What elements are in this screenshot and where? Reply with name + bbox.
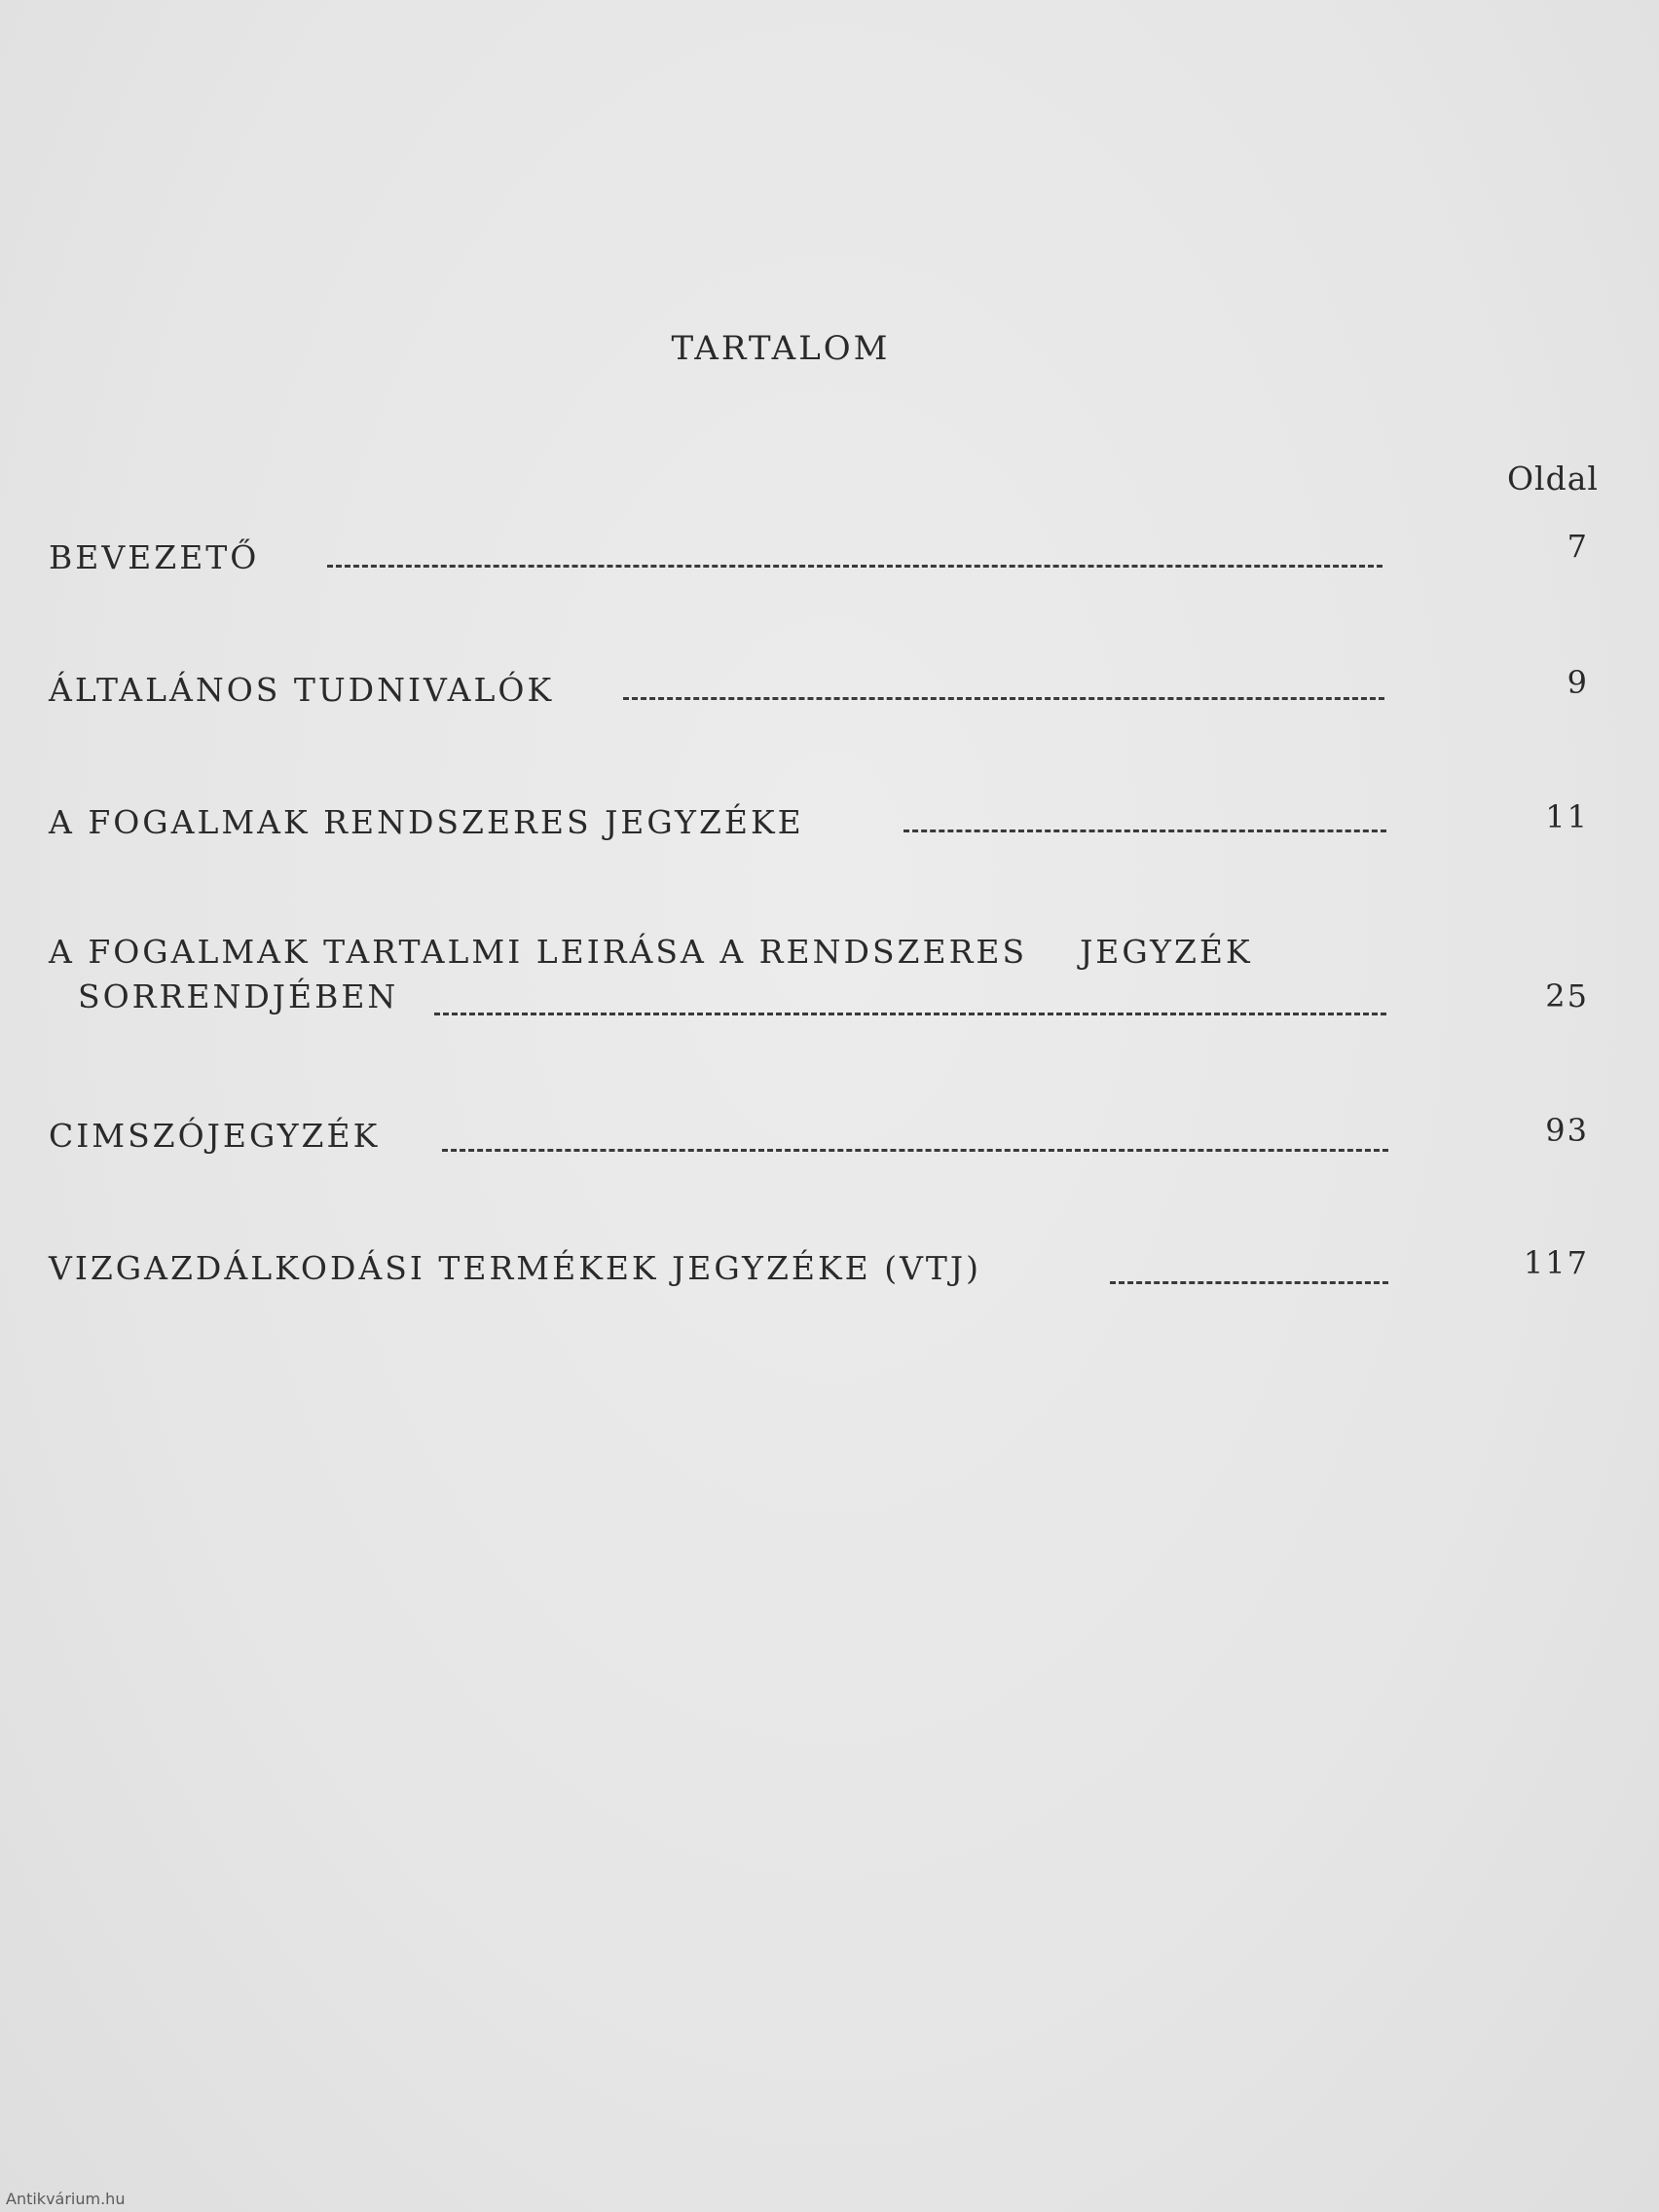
dot-leader [623, 697, 1384, 700]
toc-entry-page: 9 [1567, 664, 1589, 701]
watermark-text: Antikvárium.hu [6, 2190, 126, 2208]
toc-entry-label: VIZGAZDÁLKODÁSI TERMÉKEK JEGYZÉKE (VTJ) [49, 1249, 982, 1287]
toc-entry [49, 800, 1392, 845]
toc-entry-label: CIMSZÓJEGYZÉK [49, 1117, 381, 1155]
toc-entry-label: ÁLTALÁNOS TUDNIVALÓK [49, 671, 555, 709]
toc-entry [49, 1114, 1392, 1159]
dot-leader [327, 565, 1382, 568]
toc-entry-label: A FOGALMAK TARTALMI LEIRÁSA A RENDSZERES JEGYZÉK [49, 933, 1253, 971]
dot-leader [1110, 1281, 1388, 1284]
toc-entry-page: 11 [1545, 798, 1589, 835]
column-header-page: Oldal [1507, 460, 1599, 498]
toc-entry-label: A FOGALMAK RENDSZERES JEGYZÉKE [49, 803, 804, 841]
toc-entry-label-continued: SORRENDJÉBEN [78, 977, 399, 1015]
toc-entry-label: BEVEZETŐ [49, 538, 260, 576]
toc-entry-page: 117 [1523, 1244, 1589, 1281]
page-title: TARTALOM [671, 329, 891, 368]
toc-entry [49, 930, 1392, 1019]
toc-entry-page: 25 [1545, 977, 1589, 1014]
toc-entry [49, 1246, 1392, 1291]
dot-leader [903, 830, 1386, 832]
toc-entry-page: 7 [1567, 528, 1589, 565]
dot-leader [434, 1013, 1386, 1015]
toc-entry [49, 535, 1392, 580]
dot-leader [442, 1149, 1388, 1152]
toc-entry [49, 668, 1392, 713]
toc-entry-page: 93 [1545, 1112, 1589, 1149]
